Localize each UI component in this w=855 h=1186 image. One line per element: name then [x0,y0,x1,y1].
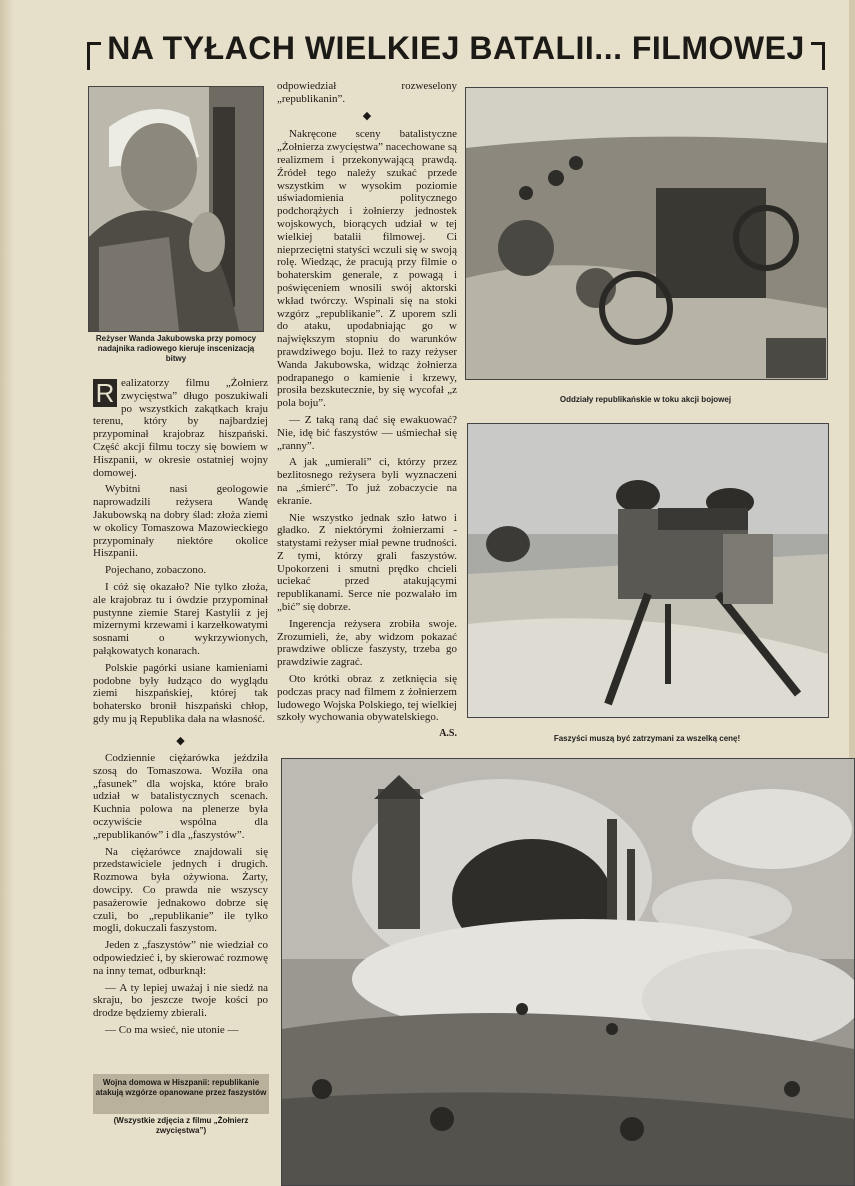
article-column-1-continued [93,752,268,1041]
republican-units-photo [465,87,828,380]
article-paragraph: — Z taką raną dać się ewakuować? Nie, idę bić faszystów — uśmiechał się „ranny”. [277,413,457,452]
article-paragraph: Oto krótki obraz z zetknięcia się podczas pracy nad filmem z żołnierzem ludowego Wojska Polskiego, tej wielkiej szkoły wychowania obywatelskiego. [277,673,457,724]
article-paragraph: Ingerencja reżysera zrobiła swoje. Zrozumieli, że, aby widzom pokazać prawdziwe oblicze faszysty, trzeba go prawdziwie zagrać. [277,617,457,669]
article-paragraph: Na ciężarówce znajdowali się przedstawiciele jednych i drugich. Rozmowa była ożywiona. Żarty, dowcipy. Co prawda nie wszyscy pasażerowie jednakowo dobrze się czuli, bo „republikanie” ile tylko mogli, dokuczali faszystom. [93,845,268,935]
civil-war-caption: Wojna domowa w Hiszpanii: republikanie atakują wzgórze opanowane przez faszystów [93,1074,269,1114]
headline-rule-right [822,42,825,70]
article-paragraph: Pojechano, zobaczono. [105,564,207,577]
headline-rule-left [87,42,90,70]
fascists-machine-gun-caption: Faszyści muszą być zatrzymani za wszelką cenę! [553,734,741,743]
author-signature: A.S. [439,728,457,740]
article-paragraph: Codziennie ciężarówka jeździła szosą do Tomaszowa. Woziła ona „fasunek” dla wojska, które brało udział w batalistycznych scenach. Kuchnia polowa na plenerze była oczywiście wspólna dla „republikanów” i dla „faszystów”. [93,752,268,841]
article-paragraph: A jak „umierali” ci, którzy przez bezlitosnego reżysera byli wyznaczeni na „śmierć”. To już zobaczycie na ekranie. [277,456,457,507]
headline-frame [87,24,825,74]
photo-credit: (Wszystkie zdjęcia z filmu „Żołnierz zwycięstwa”) [113,1116,249,1135]
article-paragraph: Nakręcone sceny batalistyczne „Żołnierza zwycięstwa” nacechowane są realizmem i przekonywającą prawdą. Źródeł tego należy szukać przede wszystkim w wysokim poziomie uświadomienia politycznego podchorążych i żołnierzy jednostek wojskowych, biorących udział w tej wielkiej batalii filmowej. Ci nieprzeciętni statyści wczuli się w swoją rolę. Wiedząc, że pracują przy filmie o bohaterskim generale, z powagą i poświęceniem wnosili swój aktorski wkład twórczy. Wspinali się na stoki wzgórz „republikanie”. Z uporem szli do ataku, upodabniając go w największym stopniu do warunków prawdziwego boju. Ileż to razy reżyser Wanda Jakubowska, widząc żołnierza podrapanego o kamienie i krzewy, prosiła bezskutecznie, by się wycofał „z pola boju”. [277,128,457,410]
civil-war-attack-photo [281,758,855,1186]
section-divider: ◆ [362,109,372,122]
director-photo-caption: Reżyser Wanda Jakubowska przy pomocy nadajnika radiowego kieruje inscenizacją bitwy [95,334,257,363]
fascists-machine-gun-photo [467,423,829,718]
article-paragraph: Polskie pagórki usiane kamieniami podobne były łudząco do wyglądu ziemi hiszpańskiej, której tak bohatersko bronił hiszpański chłop, gdy mu ją Republika dała na własność. [93,661,268,725]
article-paragraph: odpowiedział rozweselony „republikanin”. [277,80,457,105]
section-divider: ◆ [176,735,185,747]
republican-units-caption: Oddziały republikańskie w toku akcji bojowej [559,395,732,404]
article-paragraph: Wybitni nasi geologowie naprowadzili reżysera Wandę Jakubowską na dobry ślad: złoża ziemi w okolicy Tomaszowa Mazowieckiego przypominały niektóre okolice Hiszpanii. [93,483,268,560]
page-binding-shadow [0,0,14,1186]
article-paragraph: Nie wszystko jednak szło łatwo i gładko. Z niektórymi żołnierzami - statystami reżyser miał pewne trudności. Z tymi, którzy grali faszystów. Upokorzeni i smutni prędko chcieli uciekać przed atakującymi republikanami. Serce nie pozwalało im „bić” się dobrze. [277,511,457,614]
article-paragraph: Jeden z „faszystów” nie wiedział co odpowiedzieć i, by skierować rozmowę na inny temat, odburknął: [93,939,268,977]
article-paragraph: I cóż się okazało? Nie tylko złoża, ale krajobraz tu i ówdzie przypominał pustynne ziemie Starej Kastylii z jej mizernymi krzewami i karzełkowatymi sosnami o wykrzywionych, pałąkowatych konarach. [93,580,268,657]
article-paragraph: R ealizatorzy filmu „Żołnierz zwycięstwa” długo poszukiwali po wszystkich zakątkach kraju terenu, który by najbardziej przypominał krajobraz hiszpański. Część akcji filmu toczy się bowiem w Hiszpanii, w okresie ostatniej wojny domowej. [93,377,268,479]
article-paragraph: — A ty lepiej uważaj i nie siedź na skraju, bo jeszcze twoje kości po drodze będziemy zbierali. [93,981,268,1020]
drop-cap: R [93,379,117,407]
article-paragraph: — Co ma wsieć, nie utonie — [105,1023,239,1036]
article-column-1 [93,377,268,730]
article-column-2 [277,80,457,741]
page-title: NA TYŁACH WIELKIEJ BATALII... FILMOWEJ [101,28,811,68]
director-photo [88,86,264,332]
